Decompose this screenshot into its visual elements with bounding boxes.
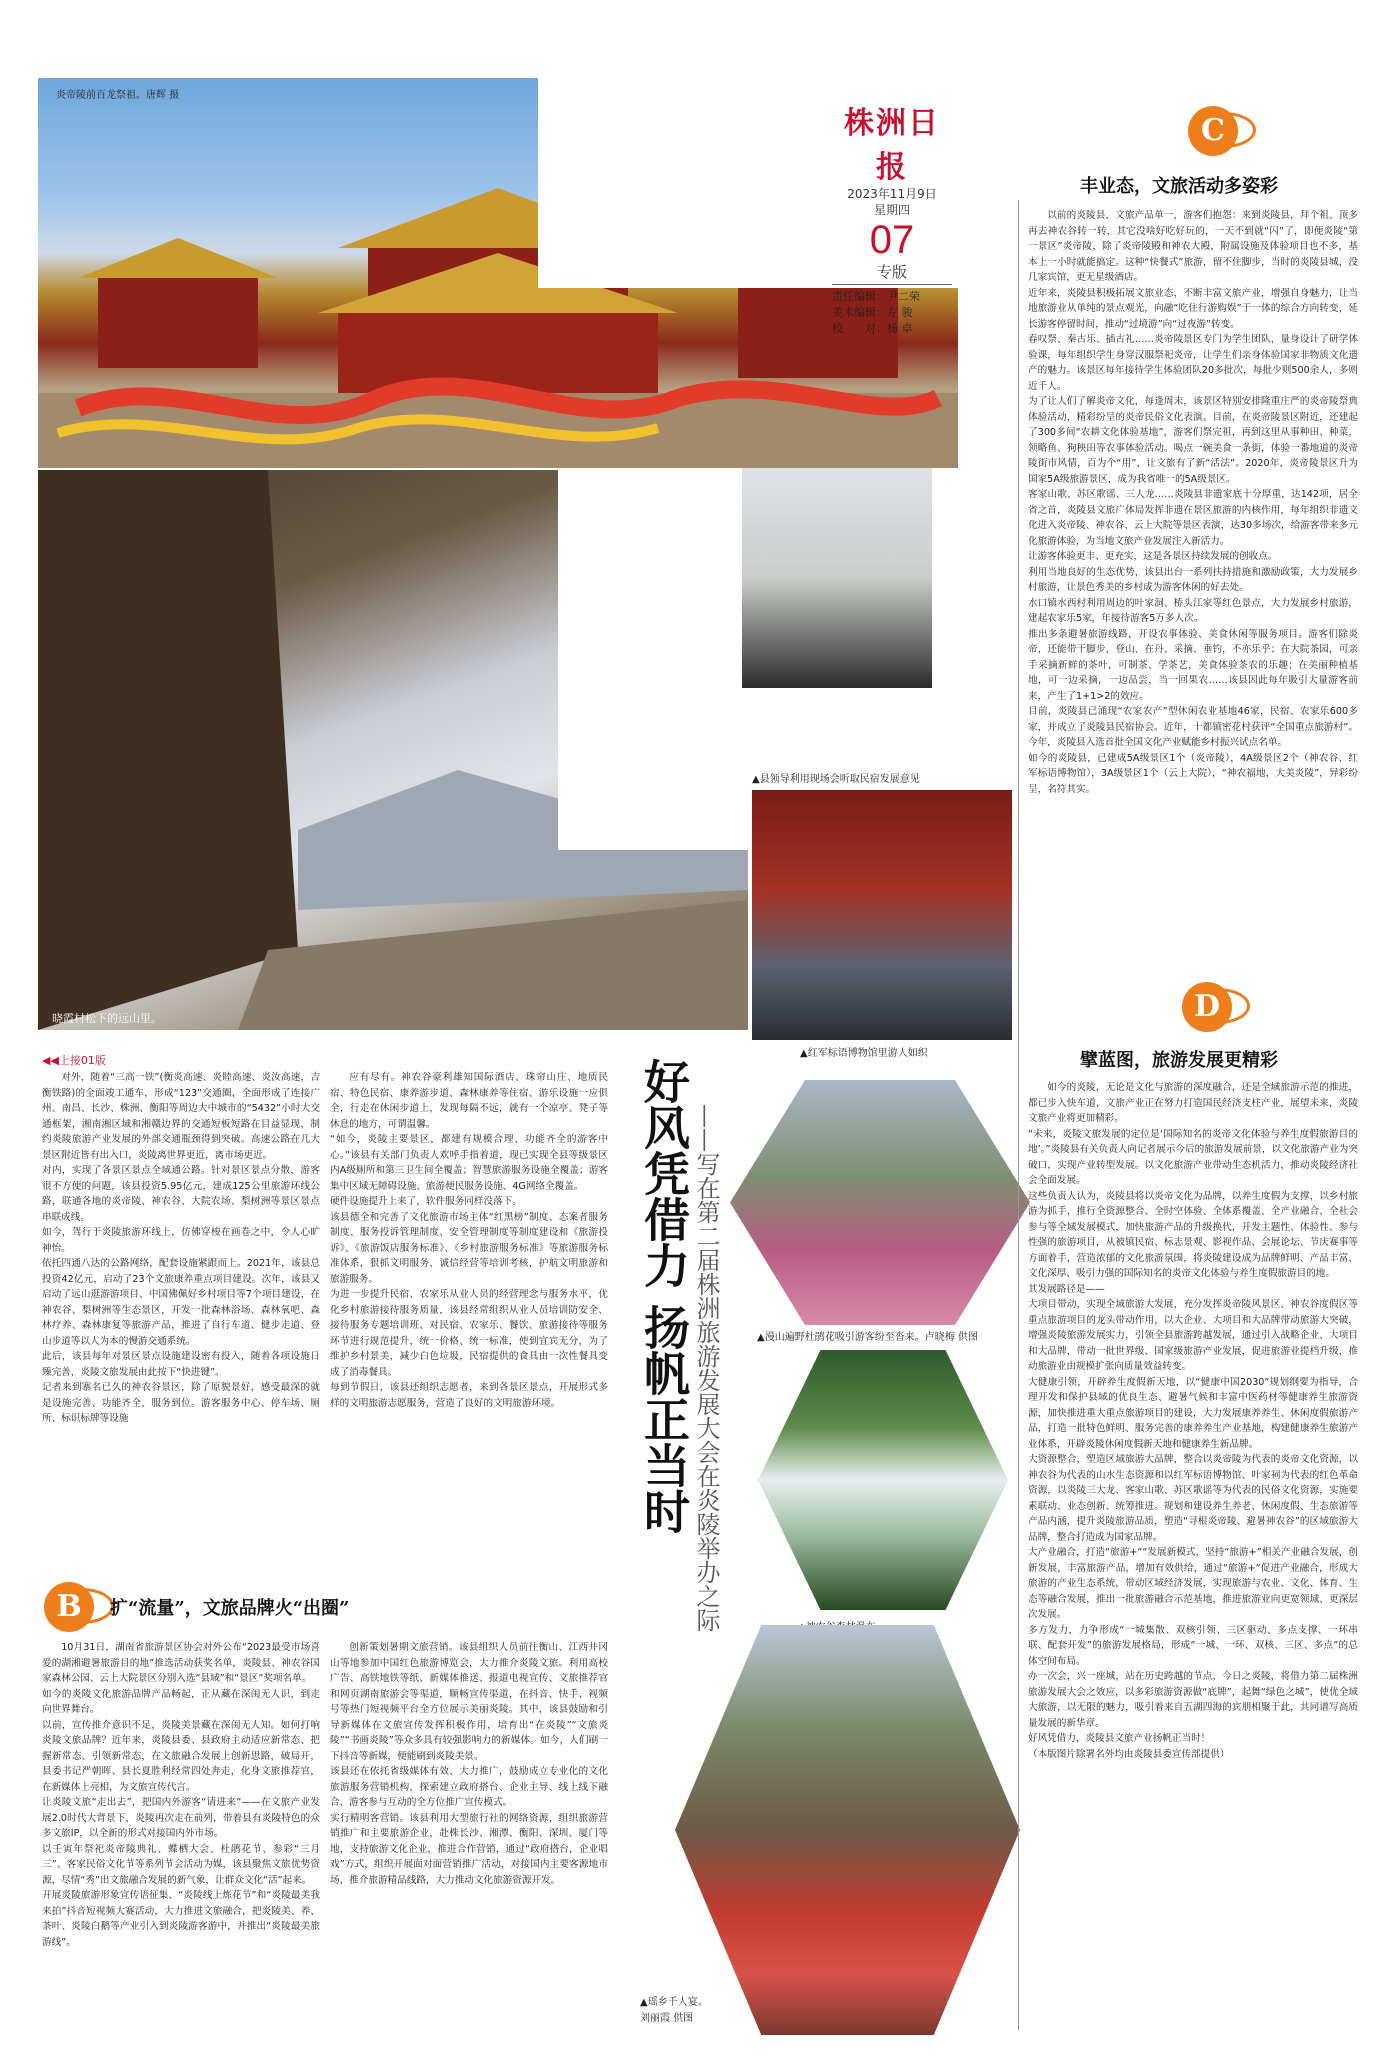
staff-proofreader: 校 对：杨 卓 [832, 322, 913, 335]
mountain-illustration [38, 470, 748, 1030]
caption-top-photo: 炎帝陵前百龙祭祖。唐辉 摄 [56, 90, 180, 101]
article-subtitle: ——写在第二届株洲旅游发展大会在炎陵举办之际 [692, 1104, 720, 1632]
staff-art-editor: 美术编辑：左 骏 [832, 306, 913, 319]
article-col-2: 应有尽有。神农谷豪利雄知国际酒店、珠帘山庄、地质民宿、特色民宿、康养游步道、森林康养等住宿、游乐设施一应俱全，行走在休闲步道上，发现每隔不远，就有一个凉亭、凳子等休息的地方，可谓温馨。 “如今，炎陵主要景区，都建有规模合理、功能齐全的游客中心。”该县有关部门负责人欢呼手指着道，现已实现全县等级景区内A级厕所和第三卫生间全覆盖；智慧旅游服务设施全覆盖；游客集中区域无障碍设施、旅游便民服务设施、4G网络全覆盖。 硬件设施提升上来了，软件服务同样没落下。 该县德全和完善了文化旅游市场主体“红黑榜”制度、态案者服务制度、服务投诉管理制度、安全管理制度等制度建设和《旅游投诉》、《旅游饭店服务标准》、《乡村旅游服务标准》等旅游服务标准体系，狠抓文明服务、诚信经营等培训考核，护航文明旅游和旅游服务。 为进一步提升民宿、农家乐从业人员的经营理念与服务水平，优化乡村旅游接待服务质量，该县经常组织从业人员培训防安全、接待服务专题培训班、对民宿、农家乐、餐饮、旅游接待等服务环节进行规范提升，统一价格、统一标准，使到宜宾无分，为了维护乡村景美，减少白色垃圾，民宿提供的食具由一次性餐具变成了消毒餐具。 每到节假日，该县还组织志愿者，来到各景区景点，开展形式多样的文明旅游志愿服务，营造了良好的文明旅游环境。 [330, 1072, 608, 1409]
page-type: 专版 [832, 262, 952, 285]
photo-mountain-village [38, 470, 748, 1030]
section-b-badge: B [44, 1582, 94, 1632]
issue-date: 2023年11月9日 [847, 187, 937, 201]
section-d-badge: D [1182, 982, 1232, 1032]
section-c-body: 以前的炎陵县，文旅产品单一，游客们抱怨：来到炎陵县，拜个祖、顶多再去神农谷转一转，其它没啥好吃好玩的，一天不到就“闪”了，即便炎陵“第一景区”炎帝陵，除了炎帝陵殿和神农大殿，附属设施及体验项目也不多，基本上一小时就能搞定。这种“快餐式”旅游，留不住脚步，当时的炎陵县城，没几家宾馆，更无星级酒店。 近年来，炎陵县积极拓展文旅业态，不断丰富文旅产业，增强自身魅力，让当地旅游业从单纯的景点观光，向融“吃住行游购娱”于一体的综合方向转变，延长游客停留时间，推动“过境游”向“过夜游”转变。 春叹祭、秦古乐、插古礼……炎帝陵景区专门为学生团队，量身设计了研学体验课，每年组织学生身穿汉服祭祀炎帝，让学生们亲身体验国家非物质文化遗产的魅力。该景区每年接待学生体验团队20多批次，每批少则500余人，多则近千人。 为了让人们了解炎帝文化，每逢周末，该景区特别安排隆重庄严的炎帝陵祭典体验活动，精彩纷呈的炎帝民俗文化表演。目前，在炎帝陵景区附近，还建起了300多间“农耕文化体验基地”，游客们祭完祖，再到这里从事种田、种菜，领略鱼、狗秧田等农事体验活动。喝点一碗美食一条街，体验一番地道的炎帝陵街市风情，百为个“用”，让文旅有了新“活法”。2020年，炎帝陵景区升为国家5A级旅游景区，成为我省唯一的5A级景区。 客家山歌、苏区歌谣、三人龙……炎陵县非遗家底十分厚重，达142项，居全省之首，炎陵县文旅广体局发挥非遗在景区旅游的内核作用，每年组织非遗文化进入炎帝陵、神农谷、云上大院等景区表演，达30多场次，给游客带来多元化旅游体验，为当地文旅产业发展注入新活力。 让游客体验更丰、更充实，这是各景区持续发展的创收点。 利用当地良好的生态优势，该县出台一系列扶持措施和激励政策，大力发展乡村旅游，让景色秀美的乡村成为游客休闲的好去处。 水口镇水西村利用周边的叶家洞、桥头江家等红色景点，大力发展乡村旅游，建起农家乐5家，年接待游客5万多人次。 推出多条避暑旅游线路，开设农事体验、美食休闲等服务项目。游客们除炎帝，还能带干脚步，登山、在丹、采摘、垂钓，不亦乐乎；在大院茶园，可亲手采摘新鲜的茶叶，可制茶、学茶艺，美食体验茶农的乐趣；在美丽种植基地，可一边采摘，一边品尝，当一回果农……该县因此每年吸引大量游客前来，产生了1+1>2的效应。 目前，炎陵县已涌现“农家农产”型休闲农业基地46家，民宿、农家乐600多家，并成立了炎陵县民宿协会。近年，十都镇密花村获评“全国重点旅游村”。今年，炎陵县入选首批全国文化产业赋能乡村振兴试点名单。 如今的炎陵县，已建成5A级景区1个（炎帝陵），4A级景区2个（神农谷、红军标语博物馆），3A级景区1个（云上大院），“神农福地，大美炎陵”，异彩纷呈，名符其实。 [1028, 210, 1358, 795]
photo-waterfall [758, 1350, 1008, 1610]
section-b-col-2: 创新策划暑期文旅营销。该县组织人员前往衡山、江西井冈山等地参加中国红色旅游博览会，大力推介炎陵文旅。利用高校广告、高铁地铁等纸、新媒体推送、报道电视宣传、文旅推荐官和网页湖南旅游会等渠道，顺畅宣传渠道，在抖音、快手、视频号等热门短视频平台全方位展示美丽炎陵。其中，该县鼓励和引导新媒体在文旅宣传发挥积极作用，培育出“在炎陵”“文旅炎陵”“书画炎陵”等众多具有较强影响力的新媒体。如今，人们刷一下抖音等新媒，便能刷到炎陵美景。 该县还在依托省级媒体有效、大力推广，鼓励成立专业化的文化旅游服务营销机构，探索建立政府搭台、企业主导、线上线下融合、游客参与互动的全方位推广宣传模式。 实行精明客营销。该县利用大型旅行社的网络资源，组织旅游营销推广和主要旅游企业，赴株长沙、湘潭、衡阳、深圳、厦门等地，支持旅游文化企业，推进合作营销，通过“政府搭台，企业唱戏”方式，组织开展面对面营销推广活动，对接国内主要客源地市场，推介旅游精品线路，大力推动文化旅游资源开发。 [330, 1642, 608, 1886]
photo-village-banquet [675, 1625, 1020, 2035]
photo-azalea-flowers [730, 1080, 1030, 1325]
section-c-heading: 丰业态，文旅活动多姿彩 [1080, 176, 1278, 197]
caption-exhibit-photo: ▲县领导利用现场会听取民宿发展意见 [752, 774, 920, 785]
section-d-heading: 擘蓝图，旅游发展更精彩 [1080, 1050, 1278, 1071]
staff-editor: 责任编辑：尹二荣 [832, 290, 920, 303]
issue-weekday: 星期四 [873, 203, 910, 217]
column-divider [1018, 200, 1019, 2030]
section-b-heading: 扩“流量”，文旅品牌火“出圈” [110, 1598, 350, 1619]
continued-from: ◀◀上接01版 [42, 1054, 106, 1067]
caption-museum-photo: ▲红军标语博物馆里游人如织 [800, 1048, 928, 1059]
newspaper-logo: 株洲日报 [844, 106, 940, 185]
photo-red-army-museum [752, 790, 1012, 1040]
caption-flowers-photo: ▲漫山遍野杜鹃花吸引游客纷至沓来。卢晓梅 供图 [757, 1332, 978, 1343]
caption-mountain-photo: 晓霞村松下的远山里。 [52, 1012, 162, 1025]
photo-temple-dragon-dance [38, 78, 958, 468]
article-col-1: 对外，随着“三高一铁”(衡炎高速、炎睦高速、炎汝高速，吉衡铁路)的全面竣工通车，形成“123”交通圈，全面形成了连接广州、南昌、长沙、株洲、衡阳等周边大中城市的“5432”小时大交通框架，湘南湘区域和湘赣边界的交通短板短路在目益显现，制约炎陵旅游产业发展的外部交通瓶颈得到突破。高速公路在几大景区附近皆有出入口，炎陵离世界更近，离市场更近。 对内，实现了各景区景点全域通公路。针对景区景点分散，游客很不方便的问题，该县投资5.95亿元，建成125公里旅游环线公路，联通各地的炎帝陵、神农谷、大院农场、梨树洲等景区景点串联成线。 如今，驾行于炎陵旅游环线上，仿佛穿梭在画卷之中，令人心旷神怡。 依托四通八达的公路网络，配套设施紧跟而上。2021年，该县总投资42亿元，启动了23个文旅康养重点项目建设。次年，该县又启动了远山逛游游项目、中国佛佩好乡村项目等7个项目建设，在神农谷、梨树洲等生态景区，开发一批森林浴场、森林氧吧、森林疗养、森林康复等旅游产品，推进了自行车道、健步走道、登山步道等以人为本的慢游交通系统。 此后，该县每年对景区景点设施建设密有投入，随着各项设施日臻完善，炎陵文旅发展由此按下“快进键”。 记者来到寨名已久的神农谷景区，除了原貌景好，感受最深的就是设施完善、功能齐全，服务到位。游客服务中心、停车场、厕所、标识标牌等设施 [42, 1072, 320, 1424]
section-b-col-1: 10月31日，湖南省旅游景区协会对外公布“2023最受市场喜爱的湖湘避暑旅游目的地”推选活动获奖名单，炎陵县、神农谷国家森林公园、云上大院景区分别入选“县域”和“景区”奖项名单。 如今的炎陵文化旅游品牌产品畅起，正从藏在深闺无人识，到走向世界舞台。 以前，宣传推介意识不足，炎陵美景藏在深闺无人知。如何打响炎陵文旅品牌？近年来，炎陵县委、县政府主动适应新常态、把握新常态、引领新常态，在文旅融合发展上创新思路，破局开，县委书记严朝晖、县长夏胜利经常四处奔走，化身文旅推荐官，在新媒体上亮相，为文旅宣传代言。 让炎陵文旅“走出去”，把国内外游客“请进来”——在文旅产业发展2.0时代大背景下，炎陵再次走在前列，带着县有炎陵特色的众多文旅IP，以全新的形式对接国内外市场。 以壬寅年祭祀炎帝陵典礼、蝶栖大会、杜鹃花节、参彩“三月三”、客家民俗文化节等系列节会活动为媒，该县聚焦文旅优势资源，尽情“秀”出文旅融合发展的新气象，让群众文化“活”起来。 开展炎陵旅游形象宣传语征集、“炎陵线上炼花节”和“炎陵最美我来拍”抖音短视频大赛活动，大力推进文旅融合，把炎陵美、养、茶叶、炎陵白鹅等产业引入到炎陵游客游中，并推出“炎陵最美旅游线”。 [42, 1642, 320, 1948]
photo-exhibit-meeting [742, 468, 932, 688]
staff-list [832, 289, 952, 337]
section-c-badge: C [1188, 106, 1238, 156]
article-title: 好风凭借力 扬帆正当时 [637, 1058, 691, 1535]
masthead [832, 98, 952, 337]
page-number: 07 [869, 218, 915, 262]
section-d-body: 如今的炎陵，无论是文化与旅游的深度融合，还是全域旅游示范的推进，都已步入快车道，文旅产业正在努力打造国民经济支柱产业，展望未来，炎陵文旅产业将更加精彩。 “未来，炎陵文旅发展的定位是‘国际知名的炎帝文化体验与养生度假旅游目的地’。”炎陵县有关负责人向记者展示今后的旅游发展前景，以文化旅游产业为突破口，实现产业转型发展。以文化旅游产业带动生态机活力，推动炎陵经济社会全面发展。 这些负责人认为，炎陵县将以炎帝文化为品牌，以养生度假为支撑，以乡村旅游为抓手，推行全资源整合、全时空体验、全体系覆盖、全产业融合、全社会参与等全域发展模式，加快旅游产品的升级换代，开发主题性、体验性、参与性强的旅游项目，从被镇民宿、标志景观、影视作品、会展论坛、节庆赛事等方面着手，营造浓郁的文化旅游氛围，将炎陵建设成为品牌鲜明、产品丰富、文化深厚、吸引力强的国际知名的炎帝文化体验与养生度假旅游目的地。 其发展路径是—— 大项目带动，实现全域旅游大发展，充分发挥炎帝陵风景区、神农谷度假区等重点旅游项目的龙头带动作用，以大企业、大项目和大品牌带动旅游大突破，增强炎陵旅游发展实力，引领全县旅游跨越发展，通过引入战略企业、大项目和大品牌，带动一批世界级、国家级旅游产业发展，促进旅游业提档升级，推动旅游业由规模扩张向质量效益转变。 大健康引领，开辟养生度假新天地，以“健康中国2030”规划纲要为指导，合理开发和保护县域的优良生态、避暑气候和丰富中医药材等健康养生旅游资源，加快推进重大重点旅游项目的建设，大力发展康养养生、休闲度假旅游产品，打造一批特色鲜明、服务完善的康养养生产业基地，构建健康养生旅游产业体系，开辟炎陵休闲度假新天地和健康养生新品牌。 大资源整合，塑造区域旅游大品牌，整合以炎帝陵为代表的炎帝文化资源，以神农谷为代表的山水生态资源和以红军标语博物馆、叶家祠为代表的红色革命资源，以炎陵三大龙、客家山歌、苏区歌谣等为代表的民俗文化资源，实施要素联动、业态创新、统筹推进。规划和建设养生养老、休闲度假、生态旅游等产品内涵，提升炎陵旅游品质，塑造“寻根炎帝陵、避暑神农谷”的区域旅游大品牌，整合打造成为国家品牌。 大产业融合，打造“旅游+”“发展新模式，坚持“旅游+”相关产业融合发展，创新发展，丰富旅游产品，增加有效供给，通过“旅游+”促进产业融合，形成大旅游的产业生态系统，带动区域经济发展，实现旅游与农业、文化、体育、生态等融合发展，推出一批旅游融合示范基地，推进旅游业向更宽领域、更深层次发展。 多方发力，力争形成“一城集散、双核引领、三区驱动、多点支撑、一环串联、配套开发”的旅游发展格局，形成“一城、一环、双核、三区、多点”的总体空间布局。 办一次会，兴一座城，站在历史跨越的节点，今日之炎陵，将借力第二届株洲旅游发展大会之效应，以多彩旅游资源做“底牌”，起舞“绿色之城”，使优全域大旅游，以无限的魅力，吸引着来自五湖四海的宾朋相聚于此，共同谱写高质量发展的新华章。 好风凭借力，炎陵县文旅产业扬帆正当时！ （本版图片除署名外均由炎陵县委宣传部提供） [1028, 1082, 1358, 1760]
caption-banquet-photo: ▲瑶乡千人宴。 刘丽霞 供图 [640, 1997, 708, 2024]
